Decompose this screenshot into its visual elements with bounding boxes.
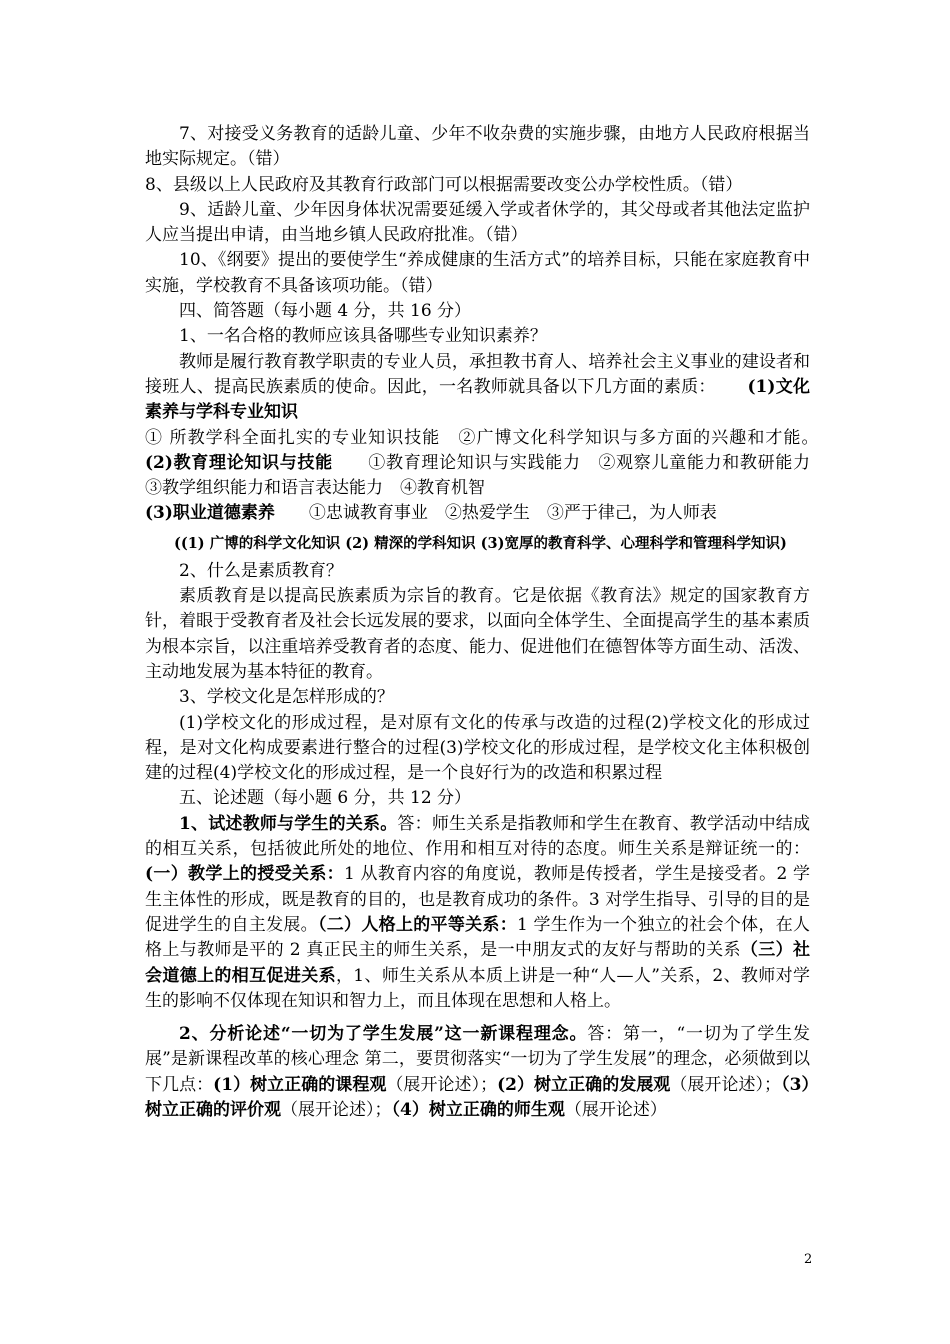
s5-q2-note-4: （展开论述）: [564, 1099, 667, 1120]
s4-q1-answer: [145, 350, 810, 426]
s5-q2: [145, 1022, 810, 1123]
s4-q2-answer: 素质教育是以提高民族素质为宗旨的教育。它是依据《教育法》规定的国家教育方针，着眼于受教育者及社会长远发展的要求，以面向全体学生、全面提高学生的基本素质为根本宗旨，以注重培养受教育者的态度、能力、促进他们在德智体等方面生动、活泼、主动地发展为基本特征的教育。: [145, 586, 810, 682]
s5-q1-text-a: 答：师生关系是指教师和学生在教育、教学活动中结成的相互关系，包括彼此所处的地位、作用和相互对待的态度。师生关系是辩证统一的：: [145, 813, 811, 860]
s5-q2-note-3: （展开论述）；: [281, 1099, 392, 1120]
s4-q1-heading-1: (1)文化素养与学科专业知识: [145, 376, 811, 423]
s4-q2-question: 2、什么是素质教育？: [179, 560, 343, 581]
s5-q2-heading-3: （3）树立正确的评价观: [145, 1074, 810, 1120]
tf-item-9: 9、适龄儿童、少年因身体状况需要延缓入学或者休学的，其父母或者其他法定监护人应当提出申请，由当地乡镇人民政府批准。（错）: [145, 199, 810, 246]
s5-q2-note-2: （展开论述）；: [670, 1074, 782, 1095]
s5-q1-heading-c: （三）社会道德上的相互促进关系: [145, 940, 811, 986]
s5-q1-text-c: 1 学生作为一个独立的社会个体，在人格上与教师是平的 2 真正民主的师生关系，是一中朋友式的友好与帮助的关系: [145, 914, 810, 961]
s4-q1-heading-3: (3)职业道德素养: [145, 503, 275, 524]
s4-q1-items-1: ① 所教学科全面扎实的专业知识技能 ②广博文化科学知识与多方面的兴趣和才能。: [145, 427, 810, 448]
s4-q1-intro: 教师是履行教育教学职责的专业人员，承担教书育人、培养社会主义事业的建设者和接班人、提高民族素质的使命。因此，一名教师就具备以下几方面的素质：: [145, 351, 810, 397]
s4-q3-question: 3、学校文化是怎样形成的？: [179, 687, 394, 708]
s4-q1-part-3: [145, 501, 810, 526]
s5-q1-heading-a: (一）教学上的授受关系：: [145, 864, 344, 885]
tf-item-10: 10、《纲要》提出的要使学生“养成健康的生活方式”的培养目标，只能在家庭教育中实施，学校教育不具备该项功能。（错）: [145, 250, 810, 296]
section-4-title: 四、简答题（每小题 4 分，共 16 分）: [179, 301, 472, 322]
s5-q2-heading-1: (1）树立正确的课程观: [213, 1074, 387, 1095]
tf-item-8: 8、县级以上人民政府及其教育行政部门可以根据需要改变公办学校性质。（错）: [145, 174, 743, 195]
s5-q1-text-d: ，1、师生关系从本质上讲是一种“人—人”关系，2、教师对学生的影响不仅体现在知识和智力上，而且体现在思想和人格上。: [145, 965, 811, 1011]
s5-q1-text-b: 1 从教育内容的角度说，教师是传授者，学生是接受者。2 学生主体性的形成，既是教育的目的，也是教育成功的条件。3 对学生指导、引导的目的是促进学生的自主发展。: [145, 864, 810, 935]
s5-q2-text-a: 答：第一，“一切为了学生发展”是新课程改革的核心理念 第二，要贯彻落实“一切为了学生发展”的理念，必须做到以下几点：: [145, 1024, 810, 1095]
s5-q2-heading-2: (2）树立正确的发展观: [497, 1074, 671, 1095]
tf-item-7: 7、对接受义务教育的适龄儿童、少年不收杂费的实施步骤，由地方人民政府根据当地实际规定。（错）: [145, 124, 810, 170]
s5-q1-heading-b: （二）人格上的平等关系：: [317, 914, 518, 935]
s4-q1-question: 1、一名合格的教师应该具备哪些专业知识素养？: [179, 326, 547, 347]
s4-q1-part-1: [145, 426, 845, 502]
s4-q1-items-2: ①教育理论知识与实践能力 ②观察儿童能力和教研能力 ③教学组织能力和语言表达能力 ④教育机智: [145, 452, 845, 499]
s5-q1: [145, 812, 810, 1014]
s5-q2-note-1: （展开论述）；: [386, 1074, 498, 1095]
s5-q2-heading-4: （4）树立正确的师生观: [391, 1099, 565, 1120]
s5-q1-title: 1、试述教师与学生的关系。: [179, 813, 398, 834]
document-page: [145, 122, 845, 1123]
s4-q3-answer: (1)学校文化的形成过程，是对原有文化的传承与改造的过程(2)学校文化的形成过程，是对文化构成要素进行整合的过程(3)学校文化的形成过程，是学校文化主体积极创建的过程(4)学校文化的形成过程，是一个良好行为的改造和积累过程: [145, 712, 810, 784]
section-5-title: 五、论述题（每小题 6 分，共 12 分）: [179, 788, 472, 809]
page-number: 2: [804, 1252, 813, 1267]
s4-q1-items-3: ①忠诚教育事业 ②热爱学生 ③严于律己，为人师表: [308, 503, 717, 524]
s4-q1-heading-2: (2)教育理论知识与技能: [145, 452, 333, 473]
s4-q1-summary: ((1) 广博的科学文化知识 (2) 精深的学科知识 (3)宽厚的教育科学、心理科学和管理科学知识): [174, 534, 787, 552]
s5-q2-title: 2、分析论述“一切为了学生发展”这一新课程理念。: [179, 1024, 588, 1045]
